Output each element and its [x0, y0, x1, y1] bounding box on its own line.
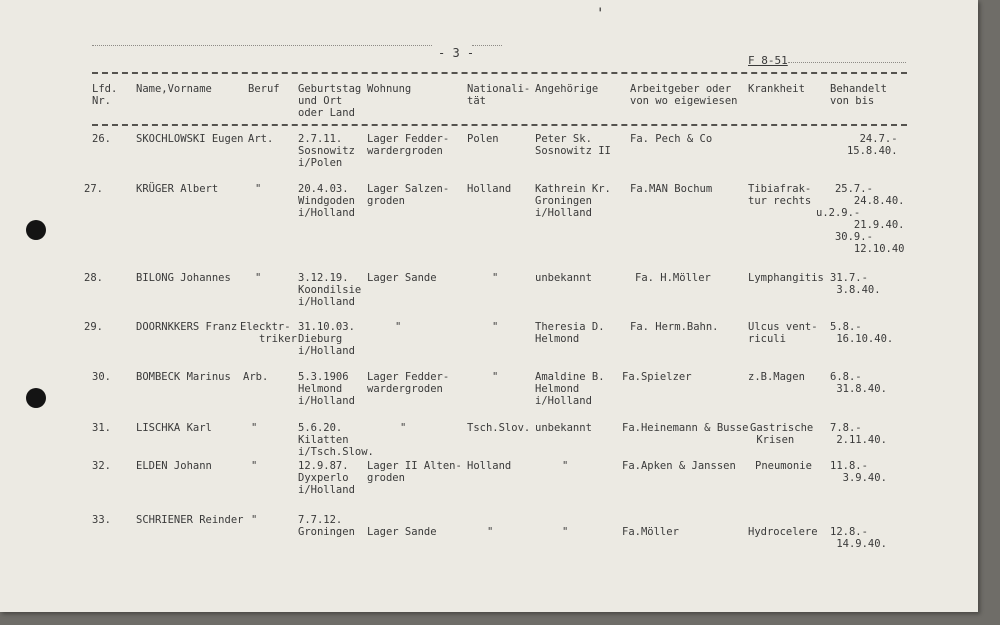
row-behandelt: 7.8.- 2.11.40. [830, 422, 887, 446]
row-arbeitgeber: Fa.Spielzer [622, 371, 692, 383]
header-rule-bottom [92, 124, 907, 126]
row-angehoerige: unbekannt [535, 272, 592, 284]
row-krankheit: Ulcus vent- riculi [748, 321, 818, 345]
dotted-line [92, 45, 432, 46]
row-number: 26. [92, 133, 111, 145]
row-geburtstag: 7.7.12. Groningen [298, 514, 355, 538]
row-krankheit: z.B.Magen [748, 371, 805, 383]
row-behandelt: 12.8.- 14.9.40. [830, 526, 887, 550]
row-angehoerige: Kathrein Kr. Groningen i/Holland [535, 183, 611, 219]
row-krankheit: Tibiafrak- tur rechts [748, 183, 812, 207]
row-number: 30. [92, 371, 111, 383]
row-beruf: " [255, 183, 262, 195]
row-wohnung: Lager Sande [367, 526, 437, 538]
row-angehoerige: unbekannt [535, 422, 592, 434]
row-geburtstag: 5.3.1906 Helmond i/Holland [298, 371, 355, 407]
row-nationalitaet: Holland [467, 460, 512, 472]
row-wohnung: " [395, 321, 402, 333]
row-number: 33. [92, 514, 111, 526]
row-nationalitaet: Holland [467, 183, 512, 195]
row-wohnung: Lager Salzen- groden [367, 183, 450, 207]
col-header-angehoerige: Angehörige [535, 83, 599, 95]
row-arbeitgeber: Fa. Herm.Bahn. [630, 321, 719, 333]
row-wohnung: " [400, 422, 407, 434]
row-geburtstag: 31.10.03. Dieburg i/Holland [298, 321, 355, 357]
row-beruf: " [251, 422, 258, 434]
row-krankheit: Hydrocelere [748, 526, 818, 538]
dotted-line [788, 62, 906, 63]
row-krankheit: Pneumonie [755, 460, 812, 472]
row-beruf: " [251, 460, 258, 472]
row-beruf: " [255, 272, 262, 284]
row-name: LISCHKA Karl [136, 422, 212, 434]
row-wohnung: Lager Fedder- wardergroden [367, 371, 450, 395]
row-name: BILONG Johannes [136, 272, 231, 284]
punch-hole-icon [26, 220, 46, 240]
dotted-line [472, 45, 502, 46]
row-beruf: Art. [248, 133, 274, 145]
row-geburtstag: 2.7.11. Sosnowitz i/Polen [298, 133, 355, 169]
row-beruf: Elecktr- triker [240, 321, 297, 345]
row-nationalitaet: Tsch.Slov. [467, 422, 531, 434]
row-krankheit: Lymphangitis [748, 272, 824, 284]
col-header-behandelt: Behandelt von bis [830, 83, 887, 107]
row-arbeitgeber: Fa. H.Möller [635, 272, 711, 284]
row-geburtstag: 3.12.19. Koondilsie i/Holland [298, 272, 362, 308]
row-behandelt: 25.7.- 24.8.40. u.2.9.- 21.9.40. 30.9.- 12.10.40 [816, 183, 905, 255]
row-name: KRÜGER Albert [136, 183, 219, 195]
row-arbeitgeber: Fa.MAN Bochum [630, 183, 713, 195]
row-geburtstag: 5.6.20. Kilatten i/Tsch.Slow. [298, 422, 374, 458]
row-number: 27. [84, 183, 103, 195]
row-wohnung: Lager II Alten- groden [367, 460, 462, 484]
row-name: BOMBECK Marinus [136, 371, 231, 383]
punch-hole-icon [26, 388, 46, 408]
row-nationalitaet: " [492, 371, 499, 383]
row-name: DOORNKKERS Franz [136, 321, 238, 333]
col-header-wohnung: Wohnung [367, 83, 412, 95]
row-name: SKOCHLOWSKI Eugen [136, 133, 244, 145]
row-arbeitgeber: Fa. Pech & Co [630, 133, 713, 145]
col-header-krankheit: Krankheit [748, 83, 805, 95]
row-angehoerige: Amaldine B. Helmond i/Holland [535, 371, 605, 407]
row-angehoerige: " [562, 526, 569, 538]
row-angehoerige: Theresia D. Helmond [535, 321, 605, 345]
row-behandelt: 24.7.- 15.8.40. [846, 133, 898, 157]
row-geburtstag: 20.4.03. Windgoden i/Holland [298, 183, 355, 219]
col-header-nationalitaet: Nationali- tät [467, 83, 531, 107]
row-wohnung: Lager Sande [367, 272, 437, 284]
row-krankheit: Gastrische Krisen [750, 422, 814, 446]
col-header-beruf: Beruf [248, 83, 280, 95]
row-behandelt: 5.8.- 16.10.40. [830, 321, 894, 345]
row-number: 28. [84, 272, 103, 284]
row-angehoerige: Peter Sk. Sosnowitz II [535, 133, 611, 157]
row-nationalitaet: " [487, 526, 494, 538]
row-name: ELDEN Johann [136, 460, 212, 472]
row-beruf: Arb. [243, 371, 269, 383]
row-beruf: " [251, 514, 258, 526]
col-header-arbeitgeber: Arbeitgeber oder von wo eigewiesen [630, 83, 738, 107]
row-geburtstag: 12.9.87. Dyxperlo i/Holland [298, 460, 355, 496]
col-header-name: Name,Vorname [136, 83, 212, 95]
row-nationalitaet: Polen [467, 133, 499, 145]
header-rule-top [92, 72, 907, 74]
col-header-geburtstag: Geburtstag und Ort oder Land [298, 83, 362, 119]
row-wohnung: Lager Fedder- wardergroden [367, 133, 450, 157]
row-name: SCHRIENER Reinder [136, 514, 244, 526]
row-number: 32. [92, 460, 111, 472]
row-arbeitgeber: Fa.Heinemann & Busse [622, 422, 749, 434]
row-behandelt: 31.7.- 3.8.40. [830, 272, 881, 296]
document-reference: F 8-51 [748, 54, 788, 67]
row-number: 31. [92, 422, 111, 434]
col-header-lfd-nr: Lfd. Nr. [92, 83, 118, 107]
row-nationalitaet: " [492, 321, 499, 333]
row-nationalitaet: " [492, 272, 499, 284]
row-behandelt: 6.8.- 31.8.40. [830, 371, 887, 395]
row-arbeitgeber: Fa.Möller [622, 526, 679, 538]
ink-mark: ' [596, 6, 605, 22]
row-behandelt: 11.8.- 3.9.40. [830, 460, 887, 484]
row-angehoerige: " [562, 460, 569, 472]
row-arbeitgeber: Fa.Apken & Janssen [622, 460, 736, 472]
row-number: 29. [84, 321, 103, 333]
page-number: - 3 - [438, 46, 475, 60]
